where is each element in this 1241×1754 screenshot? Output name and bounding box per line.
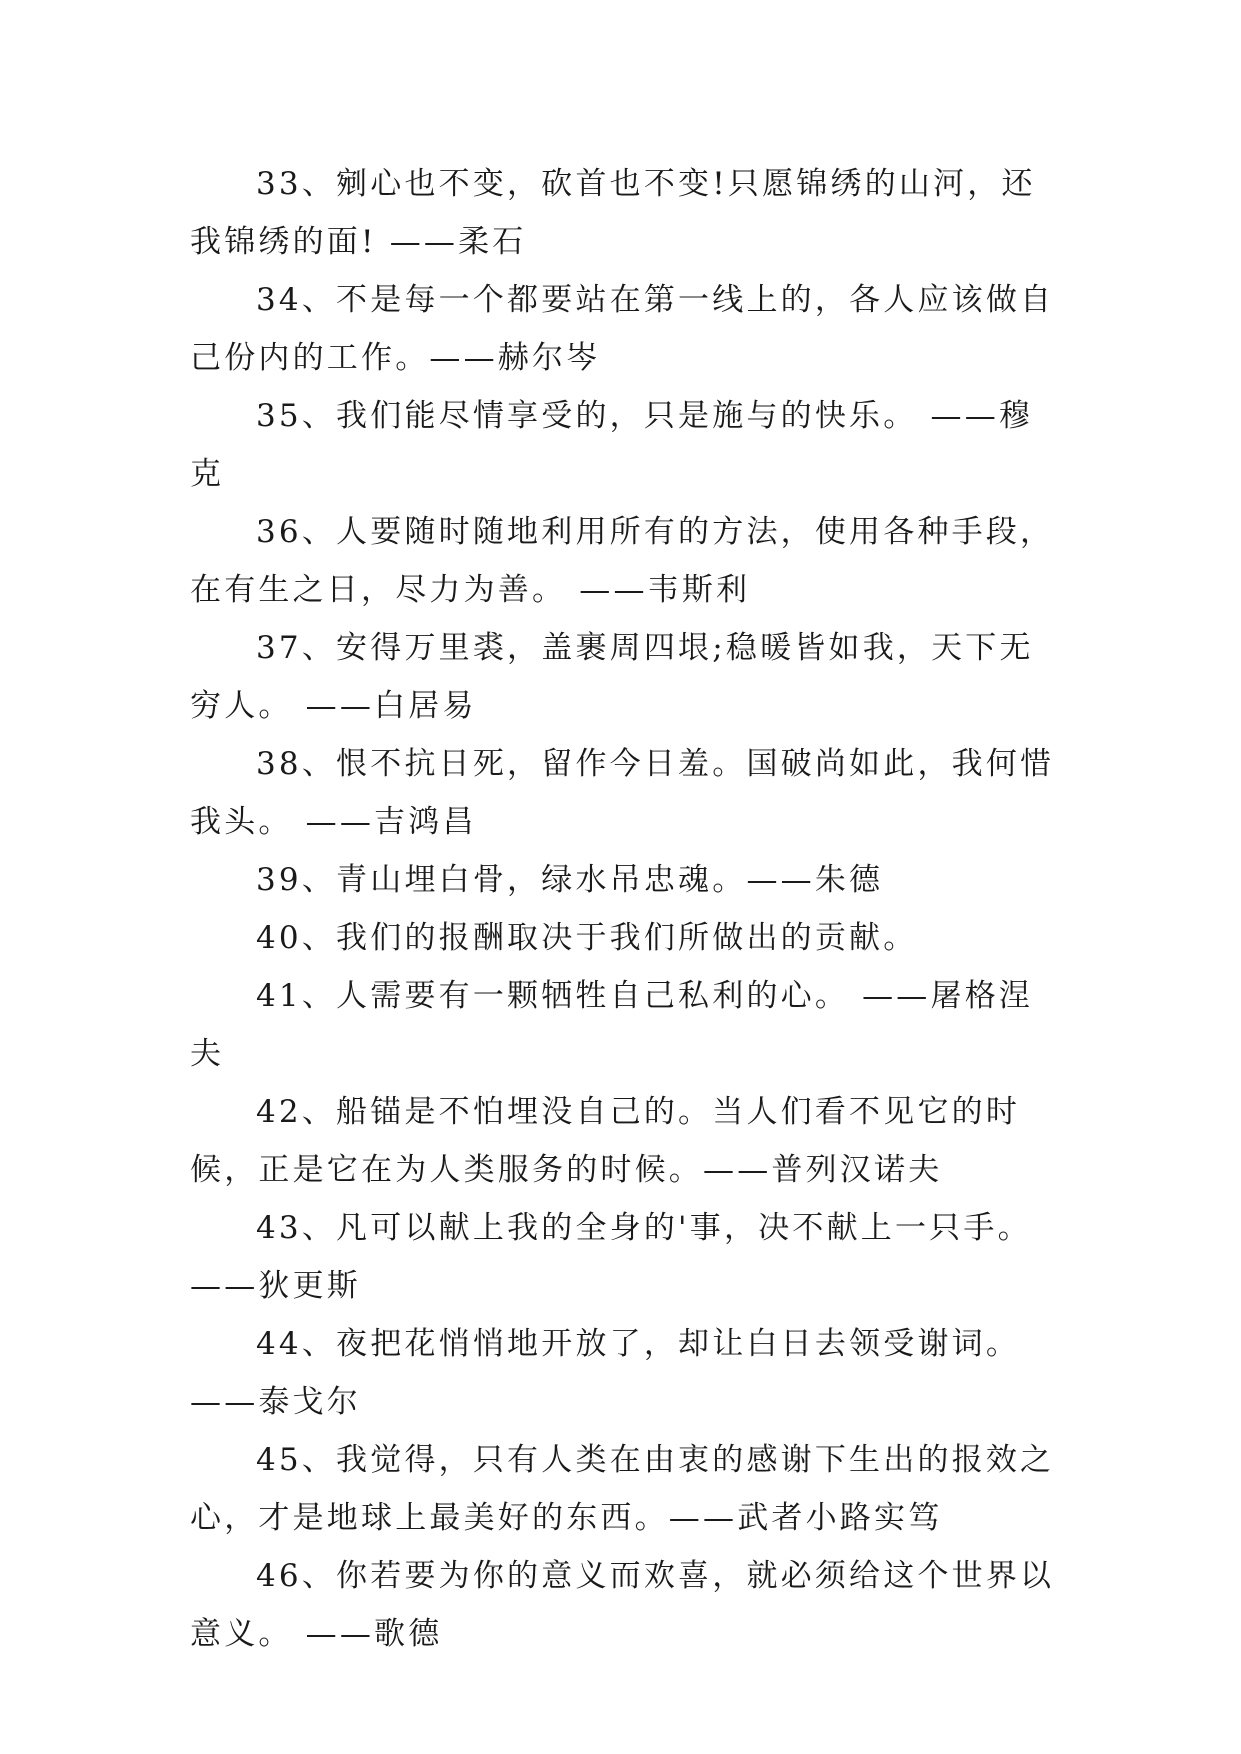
quote-36: 36、人要随时随地利用所有的方法，使用各种手段，在有生之日，尽力为善。 ——韦斯利 bbox=[190, 514, 1055, 608]
quote-38: 38、恨不抗日死，留作今日羞。国破尚如此，我何惜我头。 ——吉鸿昌 bbox=[190, 746, 1055, 840]
quote-37: 37、安得万里裘，盖裹周四垠;稳暖皆如我，天下无穷人。 ——白居易 bbox=[190, 630, 1034, 724]
quote-45: 45、我觉得，只有人类在由衷的感谢下生出的报效之心，才是地球上最美好的东西。——武者小路实笃 bbox=[190, 1442, 1055, 1536]
quote-41: 41、人需要有一颗牺牲自己私利的心。 ——屠格涅夫 bbox=[190, 978, 1034, 1072]
quote-44: 44、夜把花悄悄地开放了，却让白日去领受谢词。 ——泰戈尔 bbox=[190, 1326, 1021, 1420]
quote-42: 42、船锚是不怕埋没自己的。当人们看不见它的时候，正是它在为人类服务的时候。——普列汉诺夫 bbox=[190, 1094, 1021, 1188]
quote-35: 35、我们能尽情享受的，只是施与的快乐。 ——穆克 bbox=[190, 398, 1034, 492]
quote-46: 46、你若要为你的意义而欢喜，就必须给这个世界以意义。 ——歌德 bbox=[190, 1558, 1055, 1652]
quote-40: 40、我们的报酬取决于我们所做出的贡献。 bbox=[256, 920, 918, 956]
quote-33: 33、剜心也不变，砍首也不变!只愿锦绣的山河，还我锦绣的面! ——柔石 bbox=[190, 166, 1036, 260]
quote-43: 43、凡可以献上我的全身的'事，决不献上一只手。 ——狄更斯 bbox=[190, 1210, 1032, 1304]
quote-34: 34、不是每一个都要站在第一线上的，各人应该做自己份内的工作。——赫尔岑 bbox=[190, 282, 1055, 376]
quote-39: 39、青山埋白骨，绿水吊忠魂。——朱德 bbox=[256, 862, 884, 898]
quote-list bbox=[190, 155, 1060, 1663]
